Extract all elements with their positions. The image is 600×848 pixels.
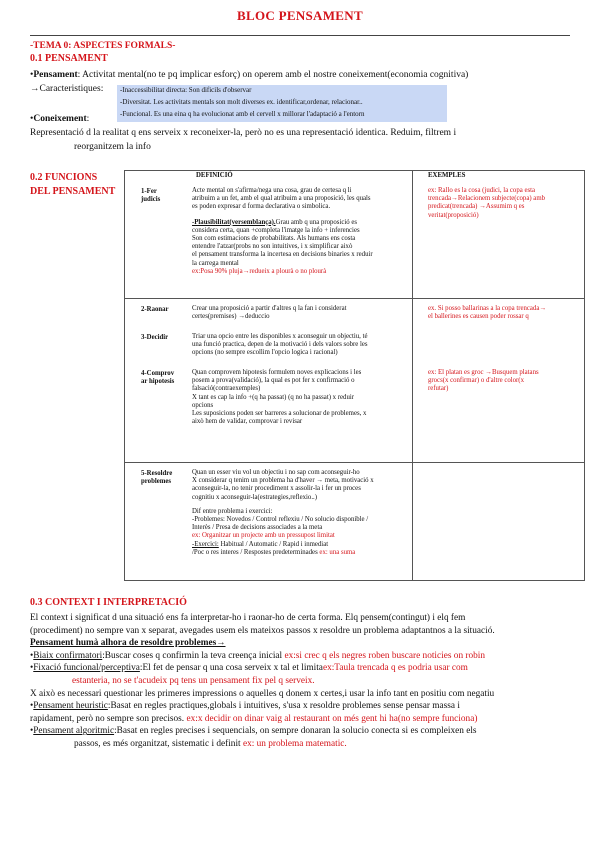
table-col-divider (412, 170, 413, 580)
context-paragraph-line: El context i significat d una situació ens fa interpretar-ho i raonar-ho de certa forma. Elq pensem(contingut) i elq fem (30, 613, 466, 623)
column-header-exemples: EXEMPLES (428, 172, 466, 179)
biaix-item: •Biaix confirmatori:Buscar coses q confirmin la teva creença inicial ex:si crec q els negres roben buscare noticies on robin (30, 650, 486, 661)
definition-raonar: Crear una proposició a partir d'altres q la fan i considerat certes(premises) →deduccio (192, 305, 347, 321)
column-header-definicio: DEFINICIÓ (196, 172, 233, 179)
table-row-divider (124, 462, 585, 463)
fixacio-item: •Fixació funcional/perceptiva:El fet de pensar q una cosa serveix x tal et limitaex:Taula trencada q es podria usar com (30, 663, 468, 674)
example-comprovar-hipotesis: ex: El platan es groc →Busquem platans grocs(x confirmar) o d'altre color(x refutar) (428, 369, 539, 393)
caracteristiques-label-line (30, 84, 103, 94)
algoritmic-item: •Pensament algoritmic:Basat en regles precises i sequencials, on sempre donaran la solucio conecta si es compleixen els (30, 726, 477, 737)
problem-solving-heading: Pensament humà alhora de resoldre problemes→ (30, 638, 226, 649)
table-top-border (124, 170, 585, 171)
definition-fer-judicis: Acte mental on s'afirma/nega una cosa, grau de certesa q li atribuim a un fet, amb el qual atribuim a una proposició, les quals es poden expresar d forma declarativa o simbolica. -Plausibilitat(versemblança).Grau amb q una proposició es considera certa, quan +completa l'imatge la info + inferencies Son com estimacions de probabilitats. Als humans ens costa entendre l'atzar(probs no son intuitives, i x simplificar això el pensament transforma la incertesa en decisions binaries x reduir la carrega mental ex:Posa 90% pluja→redueix a plourà o no plourà (192, 187, 373, 275)
fixacio-item-continued: estanteria, no se t'acudeix pq tens un pensament fix pel q serveix. (72, 675, 315, 686)
example-raonar: ex. Si posso ballarinas a la copa trencada→ el ballerines es causen poder rossar q (428, 305, 547, 321)
example-fer-judicis: ex: Rallo es la cosa (judici, la copa esta trencada→Relacionem subjecte(copa) amb predicat(trencada) →Assumim q es veritat(proposició) (428, 187, 546, 219)
caracteristiques-label: Caracteristiques: (39, 84, 104, 94)
coneixement-text-1: Representació d la realitat q ens serveix x reconeixer-la, però no es una representació identica. Reduim, filtrem i (30, 128, 457, 138)
caracteristica-item: -Inaccessibilitat directa: Son dificils d'observar (120, 86, 252, 94)
context-paragraph-line: (procediment) no sempre van x separat, avegades usem els mateixos passos x resoldre un problema adaptantnos a la situació. (30, 625, 495, 636)
definition-decidir: Triar una opcio entre les disponibles x aconseguir un objectiu, té una funció practica, depen de la motivació i dels valors sobre les opcions (no sempre escollim l'opcio logica i racional) (192, 333, 368, 357)
table-border-right (584, 170, 585, 580)
pensament-text: : Activitat mental(no te pq implicar esforç) on operem amb el nostre coneixement(economia cognitiva) (77, 70, 469, 80)
caracteristiques-list (120, 86, 365, 118)
section-02-heading-2: DEL PENSAMENT (30, 186, 116, 197)
table-row-divider (124, 298, 585, 299)
table-bottom-border (124, 580, 585, 581)
section-01-heading: 0.1 PENSAMENT (30, 53, 108, 64)
section-03-heading: 0.3 CONTEXT I INTERPRETACIÓ (30, 597, 187, 608)
section-02-heading-1: 0.2 FUNCIONS (30, 172, 98, 183)
row-label-decidir: 3-Decidir (141, 334, 169, 341)
coneixement-label-line: •Coneixement: (30, 114, 90, 124)
tema-heading: -TEMA 0: ASPECTES FORMALS- (30, 41, 176, 51)
bullet-icon: • (30, 70, 34, 80)
row-label-resoldre-problemes: 5-Resoldre problemes (141, 470, 173, 486)
row-label-raonar: 2-Raonar (141, 306, 169, 313)
row-label-fer-judicis: 1-Fer judicis (141, 188, 161, 204)
document-title: BLOC PENSAMENT (237, 8, 363, 23)
coneixement-label: Coneixement (33, 114, 87, 124)
arrow-icon: → (30, 84, 40, 94)
title-divider (30, 35, 570, 36)
definition-comprovar-hipotesis: Quan comprovem hipotesis formulem noves explicacions i les posem a prova(validació), la qual es pot fer x confirmació o falsació(contraexemples) X tant es cap la info +(q ha passat) (q no ha passat) x reduir opcions Les suposicions poden ser barreres a solucionar de problemes, x això hem de validar, comprovar i revisar (192, 369, 367, 426)
heuristic-item: •Pensament heuristic:Basat en regles practiques,globals i intuitives, s'usa x resoldre problemes sense pensar massa i (30, 701, 460, 712)
heuristic-item-continued: rapidament, però no sempre son precisos. ex:x decidir on dinar vaig al restaurant on més gent hi ha(no sempre funciona) (30, 713, 478, 724)
algoritmic-item-continued: passos, es més organitzat, sistematic i definit ex: un problema matematic. (74, 738, 347, 749)
caracteristica-item: -Diversitat. Les activitats mentals son molt diverses ex. identificar,ordenar, relacionar.. (120, 98, 363, 107)
pensament-label: Pensament (33, 70, 78, 80)
pensament-definition (30, 70, 468, 80)
table-border-left (124, 170, 125, 580)
coneixement-text-2: reorganitzem la info (74, 142, 151, 152)
row-label-comprovar-hipotesis: 4-Comprov ar hipotesis (141, 370, 175, 386)
section-03-body (30, 612, 575, 751)
bullet-icon: • (30, 114, 34, 124)
qüestionar-paragraph: X això es necessari questionar les primeres impressions o aquelles q donem x certes,i usar la info tant en positiu com negatiu (30, 688, 495, 699)
caracteristica-item: -Funcional. Es una eina q ha evolucionat amb el cervell x millorar l'adaptació a l'entorn (120, 109, 365, 118)
definition-resoldre-problemes: Quan un esser viu vol un objectiu i no sap com aconseguir-ho X considerar q tenim un problema ha d'haver → meta, motivació x aconseguir-la, no tenir procediment x assolir-la i fer un proces cognitiu x aconseguir-la(estrategies,reflexio..) Dif entre problema i exercici: -Problemes: Novedos / Control reflexiu / No solucio disponible / Interès / Presa de decisions associades a la meta ex: Organitzar un projecte amb un pressupost limitat -Exercici: Habitual / Automatic / Rapid i inmediat /Poc o res interes / Respostes predeterminades ex: una suma (192, 469, 374, 556)
